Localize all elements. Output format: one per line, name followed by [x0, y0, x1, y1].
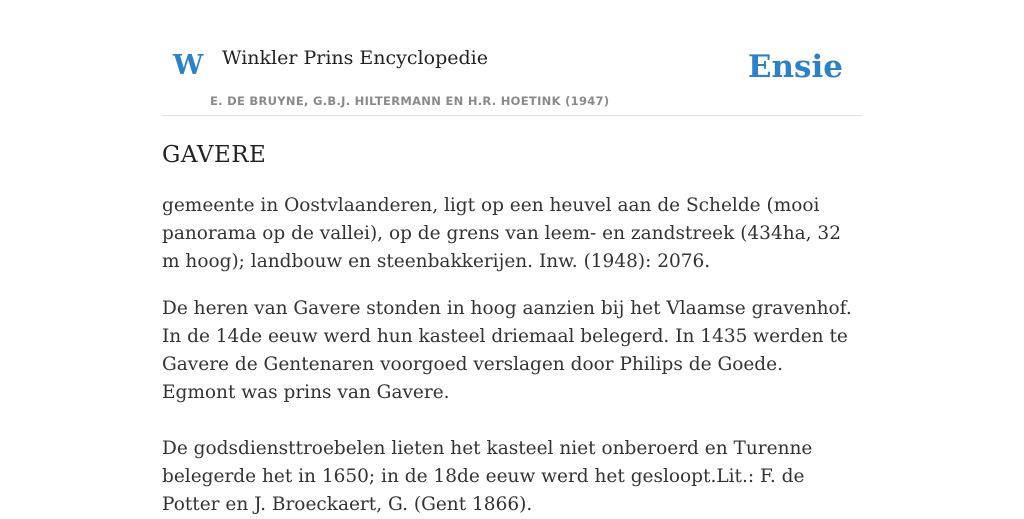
source-title[interactable]: Winkler Prins Encyclopedie: [222, 47, 488, 69]
source-authors: E. DE BRUYNE, G.B.J. HILTERMANN EN H.R. HOETINK (1947): [210, 94, 610, 108]
source-header: [162, 40, 862, 116]
entry-title: GAVERE: [162, 142, 267, 168]
entry-paragraph: De heren van Gavere stonden in hoog aanzien bij het Vlaamse gravenhof. In de 14de eeuw werd hun kasteel driemaal belegerd. In 1435 werden te Gavere de Gentenaren voorgoed verslagen door Philips de Goede. Egmont was prins van Gavere.: [162, 298, 852, 403]
source-logo[interactable]: W: [173, 50, 204, 81]
entry-paragraph: De godsdiensttroebelen lieten het kasteel niet onberoerd en Turenne belegerde het in 1650; in de 18de eeuw werd het gesloopt.Lit.: F. de Potter en J. Broeckaert, G. (Gent 1866).: [162, 438, 813, 515]
entry-paragraph: gemeente in Oostvlaanderen, ligt op een heuvel aan de Schelde (mooi panorama op de vallei), op de grens van leem- en zandstreek (434ha, 32 m hoog); landbouw en steenbakkerijen. Inw. (1948): 2076.: [162, 195, 841, 272]
brand-logo[interactable]: Ensie: [747, 49, 843, 85]
